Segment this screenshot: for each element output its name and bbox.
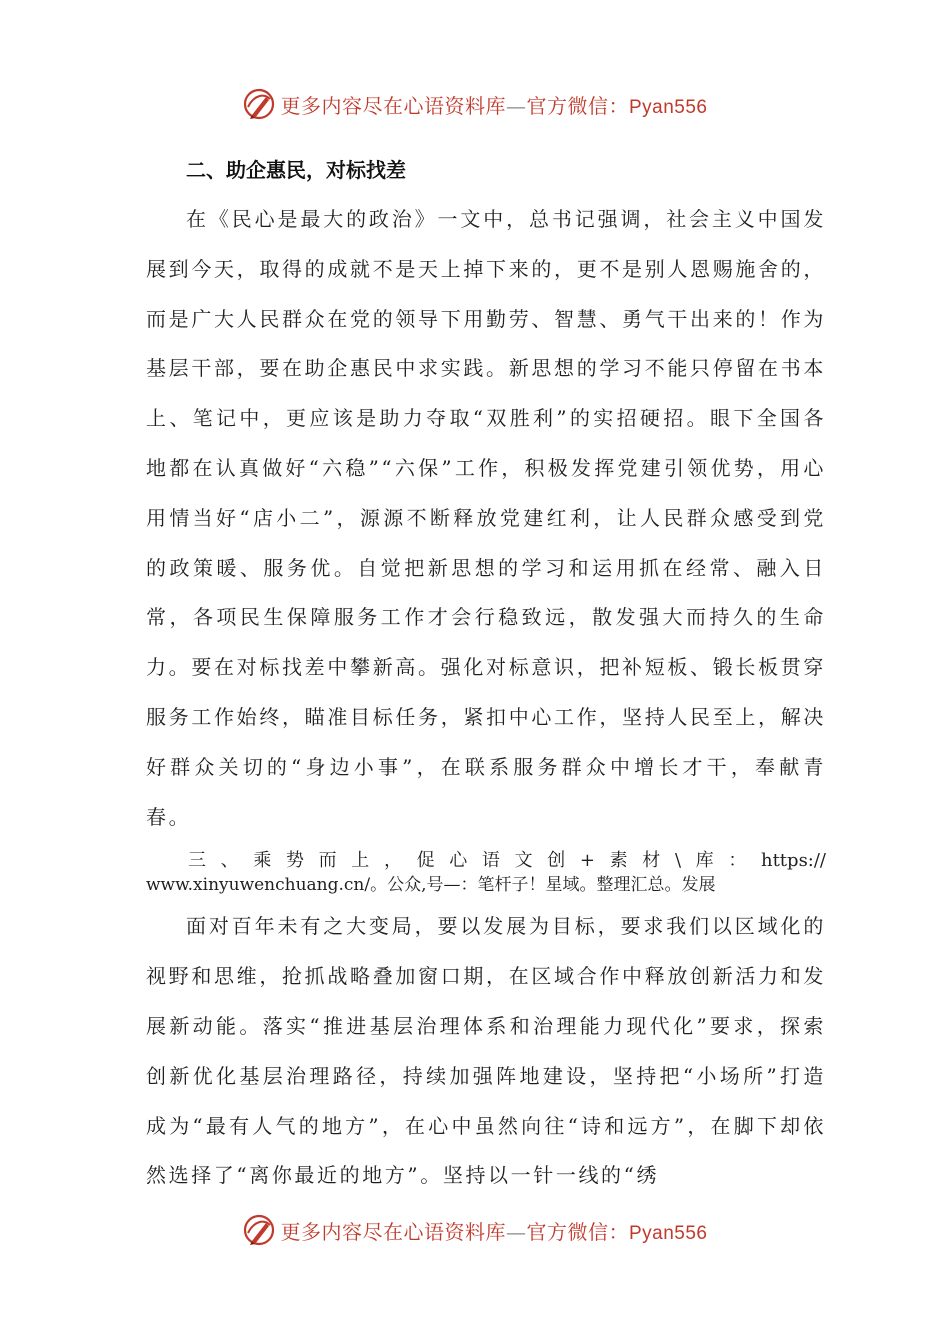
section2-title: 二、助企惠民，对标找差 [186, 158, 406, 182]
title-char: 素 [609, 850, 628, 872]
banner-separator: — [505, 93, 527, 118]
section3-title [146, 848, 826, 898]
title-char: 创 [547, 850, 566, 872]
document-body [146, 150, 826, 1201]
title-char: + [579, 850, 595, 872]
section3-paragraph: 面对百年未有之大变局，要以发展为目标，要求我们以区域化的视野和思维，抢抓战略叠加窗口期，在区域合作中释放创新活力和发展新动能。落实“推进基层治理体系和治理能力现代化”要求，探索创新优化基层治理路径，持续加强阵地建设，坚持把“小场所”打造成为“最有人气的地方”，在心中虽然向往“诗和远方”，在脚下却依然选择了“离你最近的地方”。坚持以一针一线的“绣 [146, 914, 826, 1188]
title-char: ， [383, 850, 402, 872]
pen-logo-icon [242, 1213, 276, 1247]
title-char: 势 [285, 850, 304, 872]
banner-separator: — [505, 1219, 527, 1244]
banner-wechat-label: 官方微信： [526, 93, 629, 118]
title-char: 而 [318, 850, 337, 872]
title-char: 心 [449, 850, 468, 872]
title-char: 乘 [253, 850, 272, 872]
header-banner [0, 84, 950, 124]
pen-logo-icon [242, 87, 276, 121]
title-char: 库 [695, 850, 714, 872]
banner-library-text: 更多内容尽在心语资料库 [280, 1219, 506, 1244]
title-url-start: https:// [760, 850, 826, 872]
title-char: 材 [642, 850, 661, 872]
section2-paragraph: 在《民心是最大的政治》一文中，总书记强调，社会主义中国发展到今天，取得的成就不是天上掉下来的，更不是别人恩赐施舍的，而是广大人民群众在党的领导下用勤劳、智慧、勇气干出来的！作为基层干部，要在助企惠民中求实践。新思想的学习不能只停留在书本上、笔记中，更应该是助力夺取“双胜利”的实招硬招。眼下全国各地都在认真做好“六稳”“六保”工作，积极发挥党建引领优势，用心用情当好“店小二”，源源不断释放党建红利，让人民群众感受到党的政策暖、服务优。自觉把新思想的学习和运用抓在经常、融入日常，各项民生保障服务工作才会行稳致远，散发强大而持久的生命力。要在对标找差中攀新高。强化对标意识，把补短板、锻长板贯穿服务工作始终，瞄准目标任务，紧扣中心工作，坚持人民至上，解决好群众关切的“身边小事”，在联系服务群众中增长才干，奉献青春。 [146, 207, 826, 829]
footer-banner [0, 1210, 950, 1250]
banner-text [280, 1216, 707, 1245]
title-char: 三 [188, 850, 206, 872]
banner-library-text: 更多内容尽在心语资料库 [280, 93, 506, 118]
section3-title-line2: www.xinyuwenchuang.cn/。公众,号—：笔杆子！星域。整理汇总。发展 [146, 875, 716, 896]
banner-wechat-id: Pyan556 [628, 96, 708, 118]
title-char: 上 [351, 850, 370, 872]
banner-wechat-id: Pyan556 [628, 1222, 708, 1244]
title-char: \ [674, 850, 682, 872]
banner-wechat-label: 官方微信： [526, 1219, 629, 1244]
banner-text [280, 90, 707, 119]
section3-title-line1 [146, 848, 826, 873]
title-char: 语 [481, 850, 500, 872]
title-char: 文 [514, 850, 533, 872]
title-char: ： [728, 850, 747, 872]
title-char: 、 [220, 850, 239, 872]
title-char: 促 [416, 850, 435, 872]
